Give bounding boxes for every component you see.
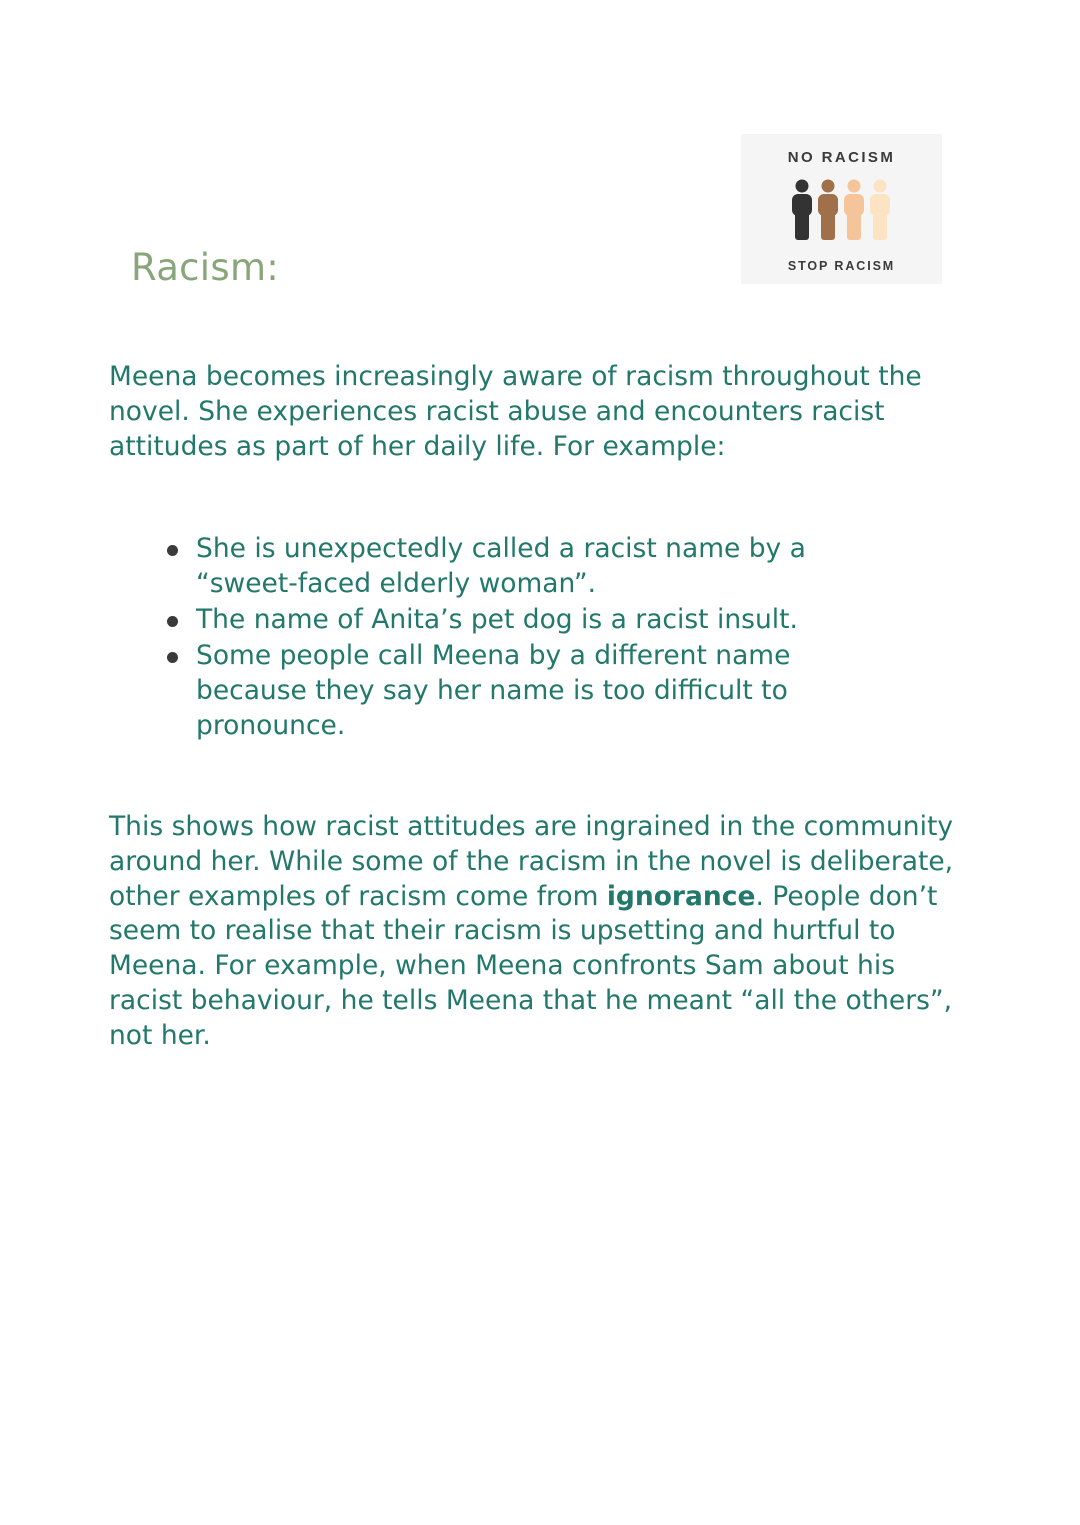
conclusion-text-end: . People don’t seem to realise that their racism is upsetting and hurtful to Meena. For example, when Meena confronts Sam about his racist behaviour, he tells Meena that he meant “all the others”, not her.	[109, 880, 953, 1051]
list-item: She is unexpectedly called a racist name by a “sweet-faced elderly woman”.	[160, 532, 880, 602]
examples-list	[160, 532, 880, 745]
people-figures-icon	[785, 179, 899, 243]
list-item: The name of Anita’s pet dog is a racist insult.	[160, 603, 880, 638]
conclusion-text-start: This shows how racist attitudes are ingrained in the community around her. While some of the racism in the novel is deliberate, other examples of racism come from	[109, 811, 954, 912]
emphasis-ignorance: ignorance	[606, 880, 756, 912]
logo-top-text: NO RACISM	[787, 149, 896, 166]
conclusion-paragraph	[109, 810, 969, 1054]
figure-1-icon	[818, 180, 838, 241]
figure-0-icon	[792, 180, 812, 241]
no-racism-logo	[741, 134, 942, 284]
intro-paragraph: Meena becomes increasingly aware of racism throughout the novel. She experiences racist abuse and encounters racist attitudes as part of her daily life. For example:	[109, 361, 922, 462]
figure-3-icon	[870, 180, 890, 241]
list-item: Some people call Meena by a different name because they say her name is too difficult to pronounce.	[160, 639, 880, 743]
logo-bottom-text: STOP RACISM	[787, 259, 896, 273]
page-heading: Racism:	[131, 246, 280, 289]
figure-2-icon	[844, 180, 864, 241]
